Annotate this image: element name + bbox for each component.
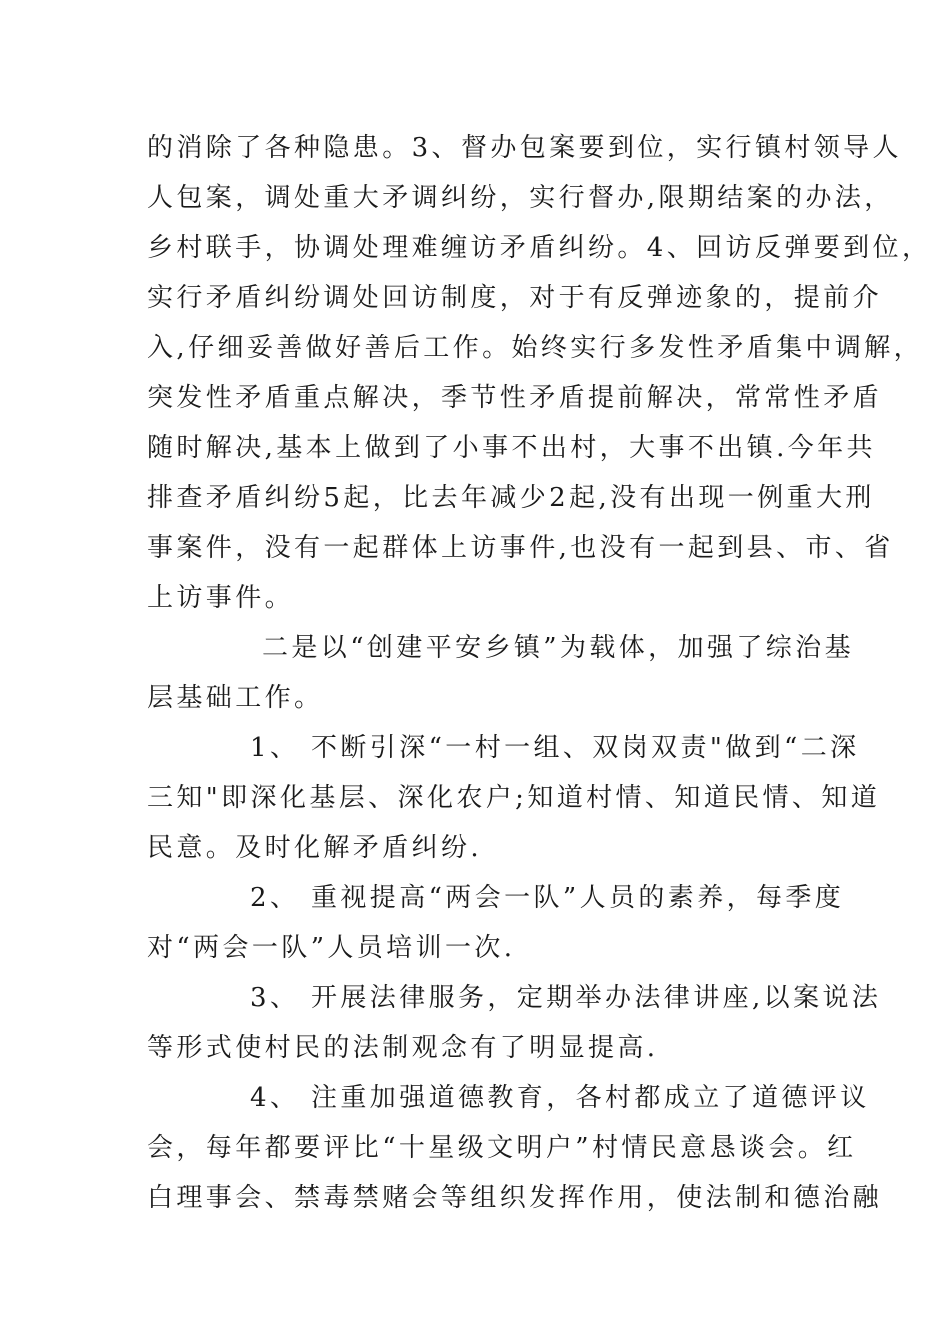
text-line: 突发性矛盾重点解决，季节性矛盾提前解决，常常性矛盾 — [147, 383, 883, 413]
list-item-line: 2、 重视提高“两会一队”人员的素养，每季度 — [250, 883, 845, 913]
list-item-line: 1、 不断引深“一村一组、双岗双责"做到“二深 — [250, 733, 860, 763]
text-line: 随时解决,基本上做到了小事不出村，大事不出镇.今年共 — [147, 433, 876, 463]
text-line: 会，每年都要评比“十星级文明户”村情民意恳谈会。红 — [147, 1133, 857, 1163]
text-line: 民意。及时化解矛盾纠纷. — [147, 833, 483, 863]
paragraph-heading-line: 二是以“创建平安乡镇”为载体，加强了综治基 — [262, 633, 854, 663]
text-line: 对“两会一队”人员培训一次. — [147, 933, 516, 963]
text-line: 事案件，没有一起群体上访事件,也没有一起到县、市、省 — [147, 533, 894, 563]
text-line: 排查矛盾纠纷5起，比去年减少2起,没有出现一例重大刑 — [147, 483, 875, 513]
text-line: 人包案，调处重大矛调纠纷，实行督办,限期结案的办法， — [147, 183, 894, 213]
text-line: 乡村联手，协调处理难缠访矛盾纠纷。4、回访反弹要到位， — [147, 233, 932, 263]
text-line: 实行矛盾纠纷调处回访制度，对于有反弹迹象的，提前介 — [147, 283, 883, 313]
text-line: 等形式使村民的法制观念有了明显提高. — [147, 1033, 659, 1063]
list-item-line: 4、 注重加强道德教育，各村都成立了道德评议 — [250, 1083, 870, 1113]
text-line: 三知"即深化基层、深化农户;知道村情、知道民情、知道 — [147, 783, 881, 813]
text-line: 入,仔细妥善做好善后工作。始终实行多发性矛盾集中调解， — [147, 333, 924, 363]
text-line: 的消除了各种隐患。3、督办包案要到位，实行镇村领导人 — [147, 133, 902, 163]
list-item-line: 3、 开展法律服务，定期举办法律讲座,以案说法 — [250, 983, 882, 1013]
text-line: 层基础工作。 — [147, 683, 324, 713]
text-line: 白理事会、禁毒禁赌会等组织发挥作用，使法制和德治融 — [147, 1183, 883, 1213]
text-line: 上访事件。 — [147, 583, 295, 613]
